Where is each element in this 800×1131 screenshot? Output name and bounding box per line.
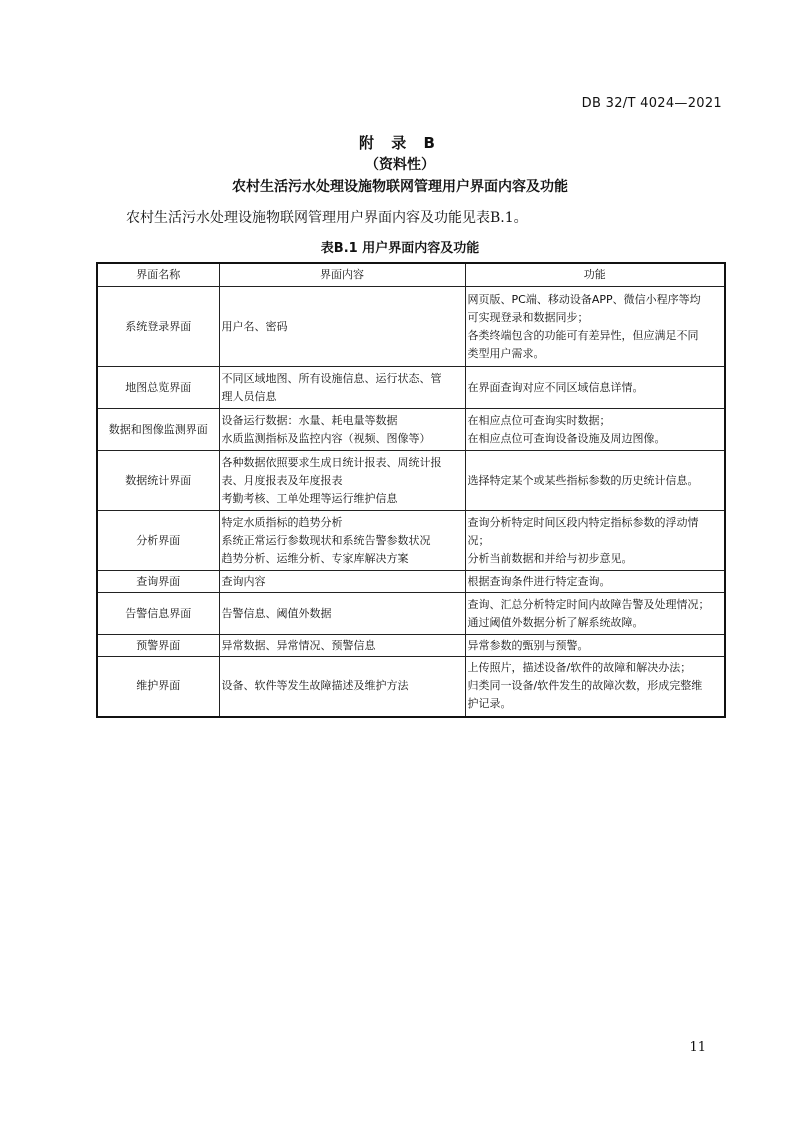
- interface-content-cell: [219, 511, 465, 571]
- content-line: 查询内容: [221, 574, 266, 588]
- interface-content-cell: [219, 571, 465, 593]
- table-row: [97, 657, 725, 717]
- interface-content-cell: [219, 657, 465, 717]
- function-line: 通过阈值外数据分析了解系统故障。: [467, 615, 644, 629]
- document-code: DB 32/T 4024—2021: [581, 96, 722, 111]
- interface-content-cell: [219, 593, 465, 635]
- function-line: 在相应点位可查询实时数据；: [467, 413, 611, 427]
- function-cell: [465, 657, 725, 717]
- table-title: 表B.1 用户界面内容及功能: [320, 241, 480, 256]
- table-row: [97, 367, 725, 409]
- content-line: 系统正常运行参数现状和系统告警参数状况: [221, 533, 431, 547]
- function-cell: [465, 593, 725, 635]
- header-function: 功能: [465, 263, 725, 287]
- function-line: 可实现登录和数据同步；: [467, 310, 589, 324]
- intro-paragraph: 农村生活污水处理设施物联网管理用户界面内容及功能见表B.1。: [126, 210, 528, 226]
- interface-content-cell: [219, 451, 465, 511]
- header-interface-content: 界面内容: [219, 263, 465, 287]
- function-cell: [465, 451, 725, 511]
- content-line: 表、月度报表及年度报表: [221, 473, 343, 487]
- function-line: 查询、汇总分析特定时间内故障告警及处理情况；: [467, 597, 710, 611]
- interface-name-cell: 告警信息界面: [97, 593, 219, 635]
- interface-name-cell: 预警界面: [97, 635, 219, 657]
- table-row: [97, 635, 725, 657]
- function-line: 各类终端包含的功能可有差异性，但应满足不同: [467, 328, 699, 342]
- function-cell: [465, 367, 725, 409]
- appendix-label: 附 录 B: [359, 134, 441, 152]
- interface-content-cell: [219, 409, 465, 451]
- function-cell: [465, 287, 725, 367]
- function-line: 分析当前数据和并给与初步意见。: [467, 551, 633, 565]
- content-line: 趋势分析、运维分析、专家库解决方案: [221, 551, 409, 565]
- function-line: 况；: [467, 533, 490, 547]
- function-line: 查询分析特定时间区段内特定指标参数的浮动情: [467, 515, 699, 529]
- interface-name-cell: 系统登录界面: [97, 287, 219, 367]
- appendix-title: 农村生活污水处理设施物联网管理用户界面内容及功能: [232, 179, 568, 195]
- interface-content-cell: [219, 287, 465, 367]
- function-cell: [465, 571, 725, 593]
- function-line: 护记录。: [467, 697, 512, 711]
- interface-name-cell: 分析界面: [97, 511, 219, 571]
- function-line: 归类同一设备/软件发生的故障次数，形成完整维: [467, 679, 703, 693]
- header-interface-name: 界面名称: [97, 263, 219, 287]
- function-line: 在相应点位可查询设备设施及周边图像。: [467, 431, 666, 445]
- interface-name-cell: 数据统计界面: [97, 451, 219, 511]
- function-cell: [465, 511, 725, 571]
- function-line: 异常参数的甄别与预警。: [467, 638, 589, 652]
- function-line: 类型用户需求。: [467, 346, 545, 360]
- content-line: 用户名、密码: [221, 319, 288, 333]
- page-number: 11: [689, 1040, 706, 1055]
- function-cell: [465, 635, 725, 657]
- interface-name-cell: 维护界面: [97, 657, 219, 717]
- function-line: 在界面查询对应不同区域信息详情。: [467, 380, 644, 394]
- content-line: 异常数据、异常情况、预警信息: [221, 638, 376, 652]
- content-line: 不同区域地图、所有设施信息、运行状态、管: [221, 371, 442, 385]
- content-line: 水质监测指标及监控内容（视频、图像等）: [221, 431, 431, 445]
- ui-content-table: [96, 262, 726, 718]
- content-line: 考勤考核、工单处理等运行维护信息: [221, 491, 398, 505]
- function-line: 上传照片，描述设备/软件的故障和解决办法；: [467, 661, 692, 675]
- table-row: [97, 571, 725, 593]
- table-row: [97, 511, 725, 571]
- interface-name-cell: 查询界面: [97, 571, 219, 593]
- function-line: 根据查询条件进行特定查询。: [467, 574, 611, 588]
- function-cell: [465, 409, 725, 451]
- content-line: 设备运行数据：水量、耗电量等数据: [221, 413, 398, 427]
- table-row: [97, 287, 725, 367]
- table-row: [97, 409, 725, 451]
- appendix-nature: （资料性）: [365, 157, 435, 173]
- interface-content-cell: [219, 635, 465, 657]
- interface-name-cell: 地图总览界面: [97, 367, 219, 409]
- table-header-row: [97, 263, 725, 287]
- table-row: [97, 593, 725, 635]
- content-line: 设备、软件等发生故障描述及维护方法: [221, 679, 409, 693]
- function-line: 网页版、PC端、移动设备APP、微信小程序等均: [467, 292, 701, 306]
- content-line: 理人员信息: [221, 389, 277, 403]
- function-line: 选择特定某个或某些指标参数的历史统计信息。: [467, 473, 699, 487]
- content-line: 各种数据依照要求生成日统计报表、周统计报: [221, 455, 442, 469]
- interface-name-cell: 数据和图像监测界面: [97, 409, 219, 451]
- content-line: 特定水质指标的趋势分析: [221, 515, 343, 529]
- table-row: [97, 451, 725, 511]
- content-line: 告警信息、阈值外数据: [221, 606, 332, 620]
- interface-content-cell: [219, 367, 465, 409]
